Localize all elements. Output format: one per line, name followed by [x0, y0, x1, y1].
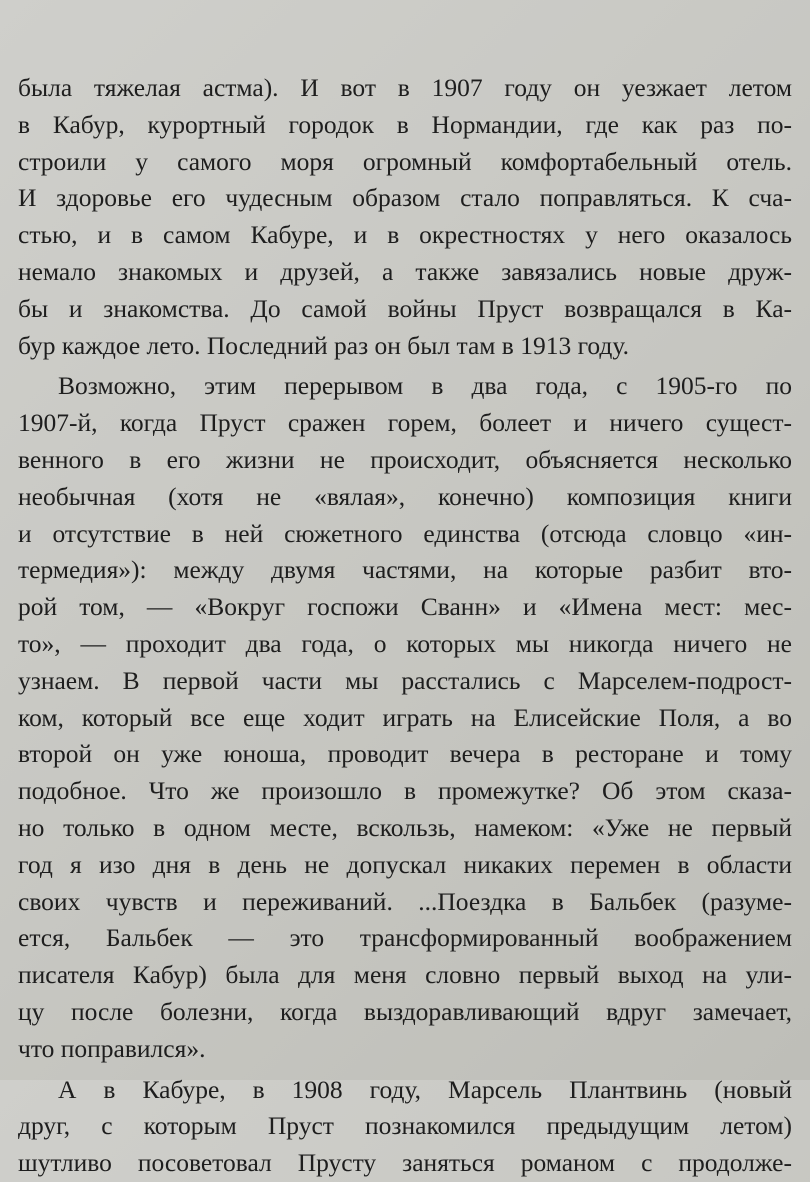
- paragraph-3: [18, 1072, 792, 1182]
- text-line: бур каждое лето. Последний раз он был там в 1913 году.: [18, 330, 629, 360]
- text-line: ется, Бальбек — это трансформированный воображением: [18, 923, 792, 953]
- text-line: 1907-й, когда Пруст сражен горем, болеет и ничего сущест-: [18, 408, 792, 438]
- text-line: подобное. Что же произошло в промежутке? Об этом сказа-: [18, 776, 792, 806]
- text-line: год я изо дня в день не допускал никаких перемен в области: [18, 849, 792, 879]
- text-line: и отсутствие в ней сюжетного единства (отсюда словцо «ин-: [18, 518, 792, 548]
- paragraph-2: [18, 368, 792, 1067]
- text-line: Возможно, этим перерывом в два года, с 1905-го по: [58, 371, 792, 401]
- text-line: шутливо посоветовал Прусту заняться романом с продолже-: [18, 1148, 792, 1178]
- text-line: что поправился».: [18, 1033, 206, 1063]
- text-line: рой том, — «Вокруг госпожи Сванн» и «Имена мест: мес-: [18, 592, 792, 622]
- text-line: стью, и в самом Кабуре, и в окрестностях у него оказалось: [18, 220, 792, 250]
- text-line: была тяжелая астма). И вот в 1907 году он уезжает летом: [18, 73, 792, 102]
- text-line: ком, который все еще ходит играть на Елисейские Поля, а во: [18, 702, 792, 732]
- text-line: необычная (хотя не «вялая», конечно) композиция книги: [18, 481, 792, 511]
- text-line: своих чувств и переживаний. ...Поездка в Бальбек (разуме-: [18, 886, 792, 916]
- text-line: А в Кабуре, в 1908 году, Марсель Плантвинь (новый: [58, 1074, 792, 1104]
- text-line: немало знакомых и друзей, а также завязались новые друж-: [18, 256, 792, 286]
- text-line: И здоровье его чудесным образом стало поправляться. К сча-: [18, 183, 792, 213]
- text-line: термедия»): между двумя частями, на которые разбит вто-: [18, 555, 792, 585]
- text-line: строили у самого моря огромный комфортабельный отель.: [18, 146, 792, 176]
- paragraph-1: [18, 70, 792, 364]
- text-line: узнаем. В первой части мы расстались с Марселем-подрост-: [18, 665, 792, 695]
- text-line: бы и знакомства. До самой войны Пруст возвращался в Ка-: [18, 293, 792, 323]
- text-line: венного в его жизни не происходит, объясняется несколько: [18, 444, 792, 474]
- text-line: второй он уже юноша, проводит вечера в ресторане и тому: [18, 739, 792, 769]
- text-line: но только в одном месте, вскользь, намеком: «Уже не первый: [18, 812, 792, 842]
- text-line: писателя Кабур) была для меня словно первый выход на ули-: [18, 960, 792, 990]
- text-line: цу после болезни, когда выздоравливающий вдруг замечает,: [18, 996, 792, 1026]
- text-line: то», — проходит два года, о которых мы никогда ничего не: [18, 628, 792, 658]
- text-line: в Кабур, курортный городок в Нормандии, где как раз по-: [18, 109, 792, 139]
- text-line: друг, с которым Пруст познакомился предыдущим летом): [18, 1111, 792, 1141]
